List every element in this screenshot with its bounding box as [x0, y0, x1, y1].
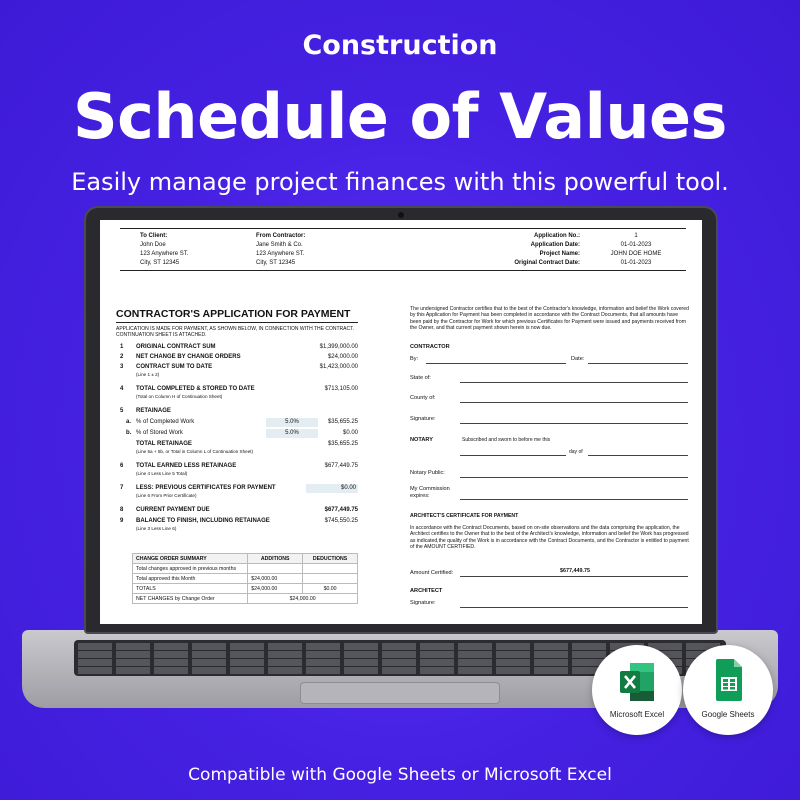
- line-7: [116, 485, 358, 498]
- line-label: LESS: PREVIOUS CERTIFICATES FOR PAYMENT: [136, 485, 276, 491]
- table-cell[interactable]: $24,000.00: [248, 574, 303, 584]
- client-label: To Client:: [140, 233, 168, 239]
- line-9: [116, 518, 358, 531]
- client-address2[interactable]: City, ST 12345: [140, 260, 180, 266]
- retainage-percent-input[interactable]: 5.0%: [266, 418, 318, 427]
- line-5-total: [116, 441, 358, 454]
- contractor-name[interactable]: Jane Smith & Co.: [256, 242, 303, 248]
- project-name-label: Project Name:: [539, 251, 580, 257]
- camera-icon: [398, 212, 404, 218]
- architect-signature-label: Signature:: [410, 600, 436, 606]
- line-label: CURRENT PAYMENT DUE: [136, 507, 210, 513]
- table-cell: TOTALS: [133, 584, 248, 594]
- retainage-percent-input[interactable]: 5.0%: [266, 429, 318, 438]
- table-row: [133, 584, 358, 594]
- architect-section-title: ARCHITECT: [410, 588, 443, 594]
- amount-certified-line: [460, 576, 688, 577]
- line-number: 4: [120, 386, 124, 392]
- client-block: [140, 232, 188, 268]
- project-name-value[interactable]: JOHN DOE HOME: [610, 251, 662, 257]
- line-value[interactable]: $677,449.75: [324, 463, 358, 469]
- laptop-lid: [84, 206, 718, 634]
- line-2: [116, 354, 358, 363]
- hero-subtitle: Easily manage project finances with this powerful tool.: [71, 168, 729, 196]
- original-contract-date-label: Original Contract Date:: [514, 260, 580, 266]
- table-row: [133, 594, 358, 604]
- line-label: RETAINAGE: [136, 408, 171, 414]
- commission-line[interactable]: [460, 499, 688, 500]
- table-header: CHANGE ORDER SUMMARY: [133, 554, 248, 564]
- change-order-summary-table: [132, 553, 358, 604]
- line-value[interactable]: $24,000.00: [327, 354, 358, 360]
- line-number: 6: [120, 463, 124, 469]
- line-label: % of Stored Work: [136, 430, 183, 436]
- date-line[interactable]: [588, 363, 688, 364]
- line-note: (Total on Column H of Continuation Sheet): [136, 394, 223, 399]
- previous-certificates-input[interactable]: $0.00: [306, 484, 358, 493]
- commission-label-1: My Commission: [410, 486, 450, 492]
- laptop-trackpad: [300, 682, 500, 704]
- by-label: By:: [410, 356, 419, 362]
- table-cell: NET CHANGES by Change Order: [133, 594, 248, 604]
- line-number: 9: [120, 518, 124, 524]
- day-of-label: day of: [569, 449, 583, 455]
- line-note: (Line 6 From Prior Certificate): [136, 493, 197, 498]
- line-number: 2: [120, 354, 124, 360]
- excel-icon: [620, 661, 656, 703]
- excel-label: Microsoft Excel: [609, 710, 665, 719]
- line-note: (Line 1 ± 2): [136, 372, 160, 377]
- application-date-value[interactable]: 01-01-2023: [620, 242, 652, 248]
- table-cell[interactable]: [248, 564, 303, 574]
- table-cell[interactable]: $24,000.00: [248, 584, 303, 594]
- state-label: State of:: [410, 375, 431, 381]
- table-cell[interactable]: $24,000.00: [248, 594, 358, 604]
- contractor-address2[interactable]: City, ST 12345: [256, 260, 296, 266]
- line-value[interactable]: $1,423,000.00: [319, 364, 358, 370]
- line-number: 5: [120, 408, 124, 414]
- table-cell: Total approved this Month: [133, 574, 248, 584]
- line-label: NET CHANGE BY CHANGE ORDERS: [136, 354, 241, 360]
- line-value[interactable]: $1,399,000.00: [319, 344, 358, 350]
- contractor-address1[interactable]: 123 Anywhere ST.: [256, 251, 305, 257]
- line-number: a.: [126, 419, 132, 425]
- original-contract-date-value[interactable]: 01-01-2023: [620, 260, 652, 266]
- spreadsheet-screen: [100, 220, 702, 624]
- line-3: [116, 364, 358, 377]
- contractor-label: From Contractor:: [256, 233, 306, 239]
- line-8: [116, 507, 358, 516]
- by-line[interactable]: [426, 363, 566, 364]
- architect-signature-line[interactable]: [460, 607, 688, 608]
- line-label: BALANCE TO FINISH, INCLUDING RETAINAGE: [136, 518, 270, 524]
- line-label: CONTRACT SUM TO DATE: [136, 364, 213, 370]
- certification-text: The undersigned Contractor certifies that to the best of the Contractor's knowledge, information and belief the Work covered by this Application for Payment has been completed in accordance with the Contract Documents, that all amounts have been paid by the Contractor for Work for which previous Certificates for Payment were issued and payments received from the Owner, and that current payment shown herein is now due.: [410, 306, 689, 332]
- contractor-signature-label: Signature:: [410, 416, 436, 422]
- client-address1[interactable]: 123 Anywhere ST.: [140, 251, 189, 257]
- county-label: County of:: [410, 395, 436, 401]
- footer-text: Compatible with Google Sheets or Microsoft Excel: [188, 765, 612, 785]
- date-label: Date:: [571, 356, 585, 362]
- notary-day-line[interactable]: [460, 455, 566, 456]
- hero-kicker: Construction: [302, 30, 498, 61]
- line-5b: [116, 430, 358, 439]
- line-number: b.: [126, 430, 132, 436]
- application-no-label: Application No.:: [534, 233, 580, 239]
- table-header-row: [133, 554, 358, 564]
- line-label: ORIGINAL CONTRACT SUM: [136, 344, 216, 350]
- line-value[interactable]: $0.00: [342, 430, 358, 436]
- sheet-title: CONTRACTOR'S APPLICATION FOR PAYMENT: [116, 308, 351, 320]
- intro-text: APPLICATION IS MADE FOR PAYMENT, AS SHOWN BELOW, IN CONNECTION WITH THE CONTRACT. CONTINUATION SHEET IS ATTACHED.: [116, 326, 354, 338]
- line-number: 3: [120, 364, 124, 370]
- sheets-label: Google Sheets: [701, 710, 755, 719]
- line-value[interactable]: $713,105.00: [324, 386, 358, 392]
- client-name[interactable]: John Doe: [140, 242, 166, 248]
- table-cell[interactable]: [303, 564, 358, 574]
- table-row: [133, 564, 358, 574]
- line-note: (Line 4 Less Line 5 Total): [136, 471, 188, 476]
- application-no-value[interactable]: 1: [634, 233, 638, 239]
- line-value[interactable]: $677,449.75: [324, 507, 358, 513]
- line-number: 1: [120, 344, 124, 350]
- meta-values: [596, 232, 676, 268]
- line-label: TOTAL RETAINAGE: [136, 441, 192, 447]
- table-cell[interactable]: [303, 574, 358, 584]
- line-4: [116, 386, 358, 399]
- line-value[interactable]: $35,655.25: [327, 419, 358, 425]
- table-cell: Total changes approved in previous months: [133, 564, 248, 574]
- application-date-label: Application Date:: [530, 242, 580, 248]
- notary-section-title: NOTARY: [410, 437, 433, 443]
- table-header: ADDITIONS: [248, 554, 303, 564]
- commission-label: [410, 486, 450, 500]
- notary-public-label: Notary Public:: [410, 470, 445, 476]
- amount-certified-value[interactable]: $677,449.75: [560, 568, 590, 574]
- state-line[interactable]: [460, 382, 688, 383]
- excel-badge: [592, 645, 682, 735]
- line-note: (Line 3 Less Line 6): [136, 526, 177, 531]
- commission-label-2: expires:: [410, 493, 430, 499]
- table-row: [133, 574, 358, 584]
- contractor-section-title: CONTRACTOR: [410, 344, 450, 350]
- line-5a: [116, 419, 358, 428]
- line-5: [116, 408, 358, 417]
- line-note: (Line 5a + 5b, or Total in Column L of Continuation Sheet): [136, 449, 254, 454]
- notary-text: Subscribed and sworn to before me this: [462, 437, 551, 443]
- line-label: TOTAL COMPLETED & STORED TO DATE: [136, 386, 255, 392]
- meta-labels: [480, 232, 580, 268]
- contractor-signature-line[interactable]: [460, 423, 688, 424]
- notary-month-line[interactable]: [588, 455, 688, 456]
- county-line[interactable]: [460, 402, 688, 403]
- sheets-badge: [683, 645, 773, 735]
- notary-public-line[interactable]: [460, 477, 688, 478]
- line-label: TOTAL EARNED LESS RETAINAGE: [136, 463, 237, 469]
- line-number: 8: [120, 507, 124, 513]
- hero-title: Schedule of Values: [73, 80, 727, 153]
- line-6: [116, 463, 358, 476]
- architect-certificate-title: ARCHITECT'S CERTIFICATE FOR PAYMENT: [410, 513, 519, 519]
- architect-certificate-text: In accordance with the Contract Documents, based on on-site observations and the data comprising the application, the Architect certifies to the Owner that to the best of the Architect's knowledge, information and belief the Work has progressed as indicated,the quality of the Work is in accordance with the Contract Documents, and the Contractor is entitled to payment of the AMOUNT CERTIFIED.: [410, 525, 689, 551]
- line-value[interactable]: $745,550.25: [324, 518, 358, 524]
- table-cell[interactable]: $0.00: [303, 584, 358, 594]
- line-value[interactable]: $35,655.25: [327, 441, 358, 447]
- google-sheets-icon: [716, 659, 742, 701]
- table-header: DEDUCTIONS: [303, 554, 358, 564]
- line-label: % of Completed Work: [136, 419, 195, 425]
- line-1: [116, 344, 358, 353]
- amount-certified-label: Amount Certified:: [410, 570, 454, 576]
- line-number: 7: [120, 485, 124, 491]
- contractor-block: [256, 232, 305, 268]
